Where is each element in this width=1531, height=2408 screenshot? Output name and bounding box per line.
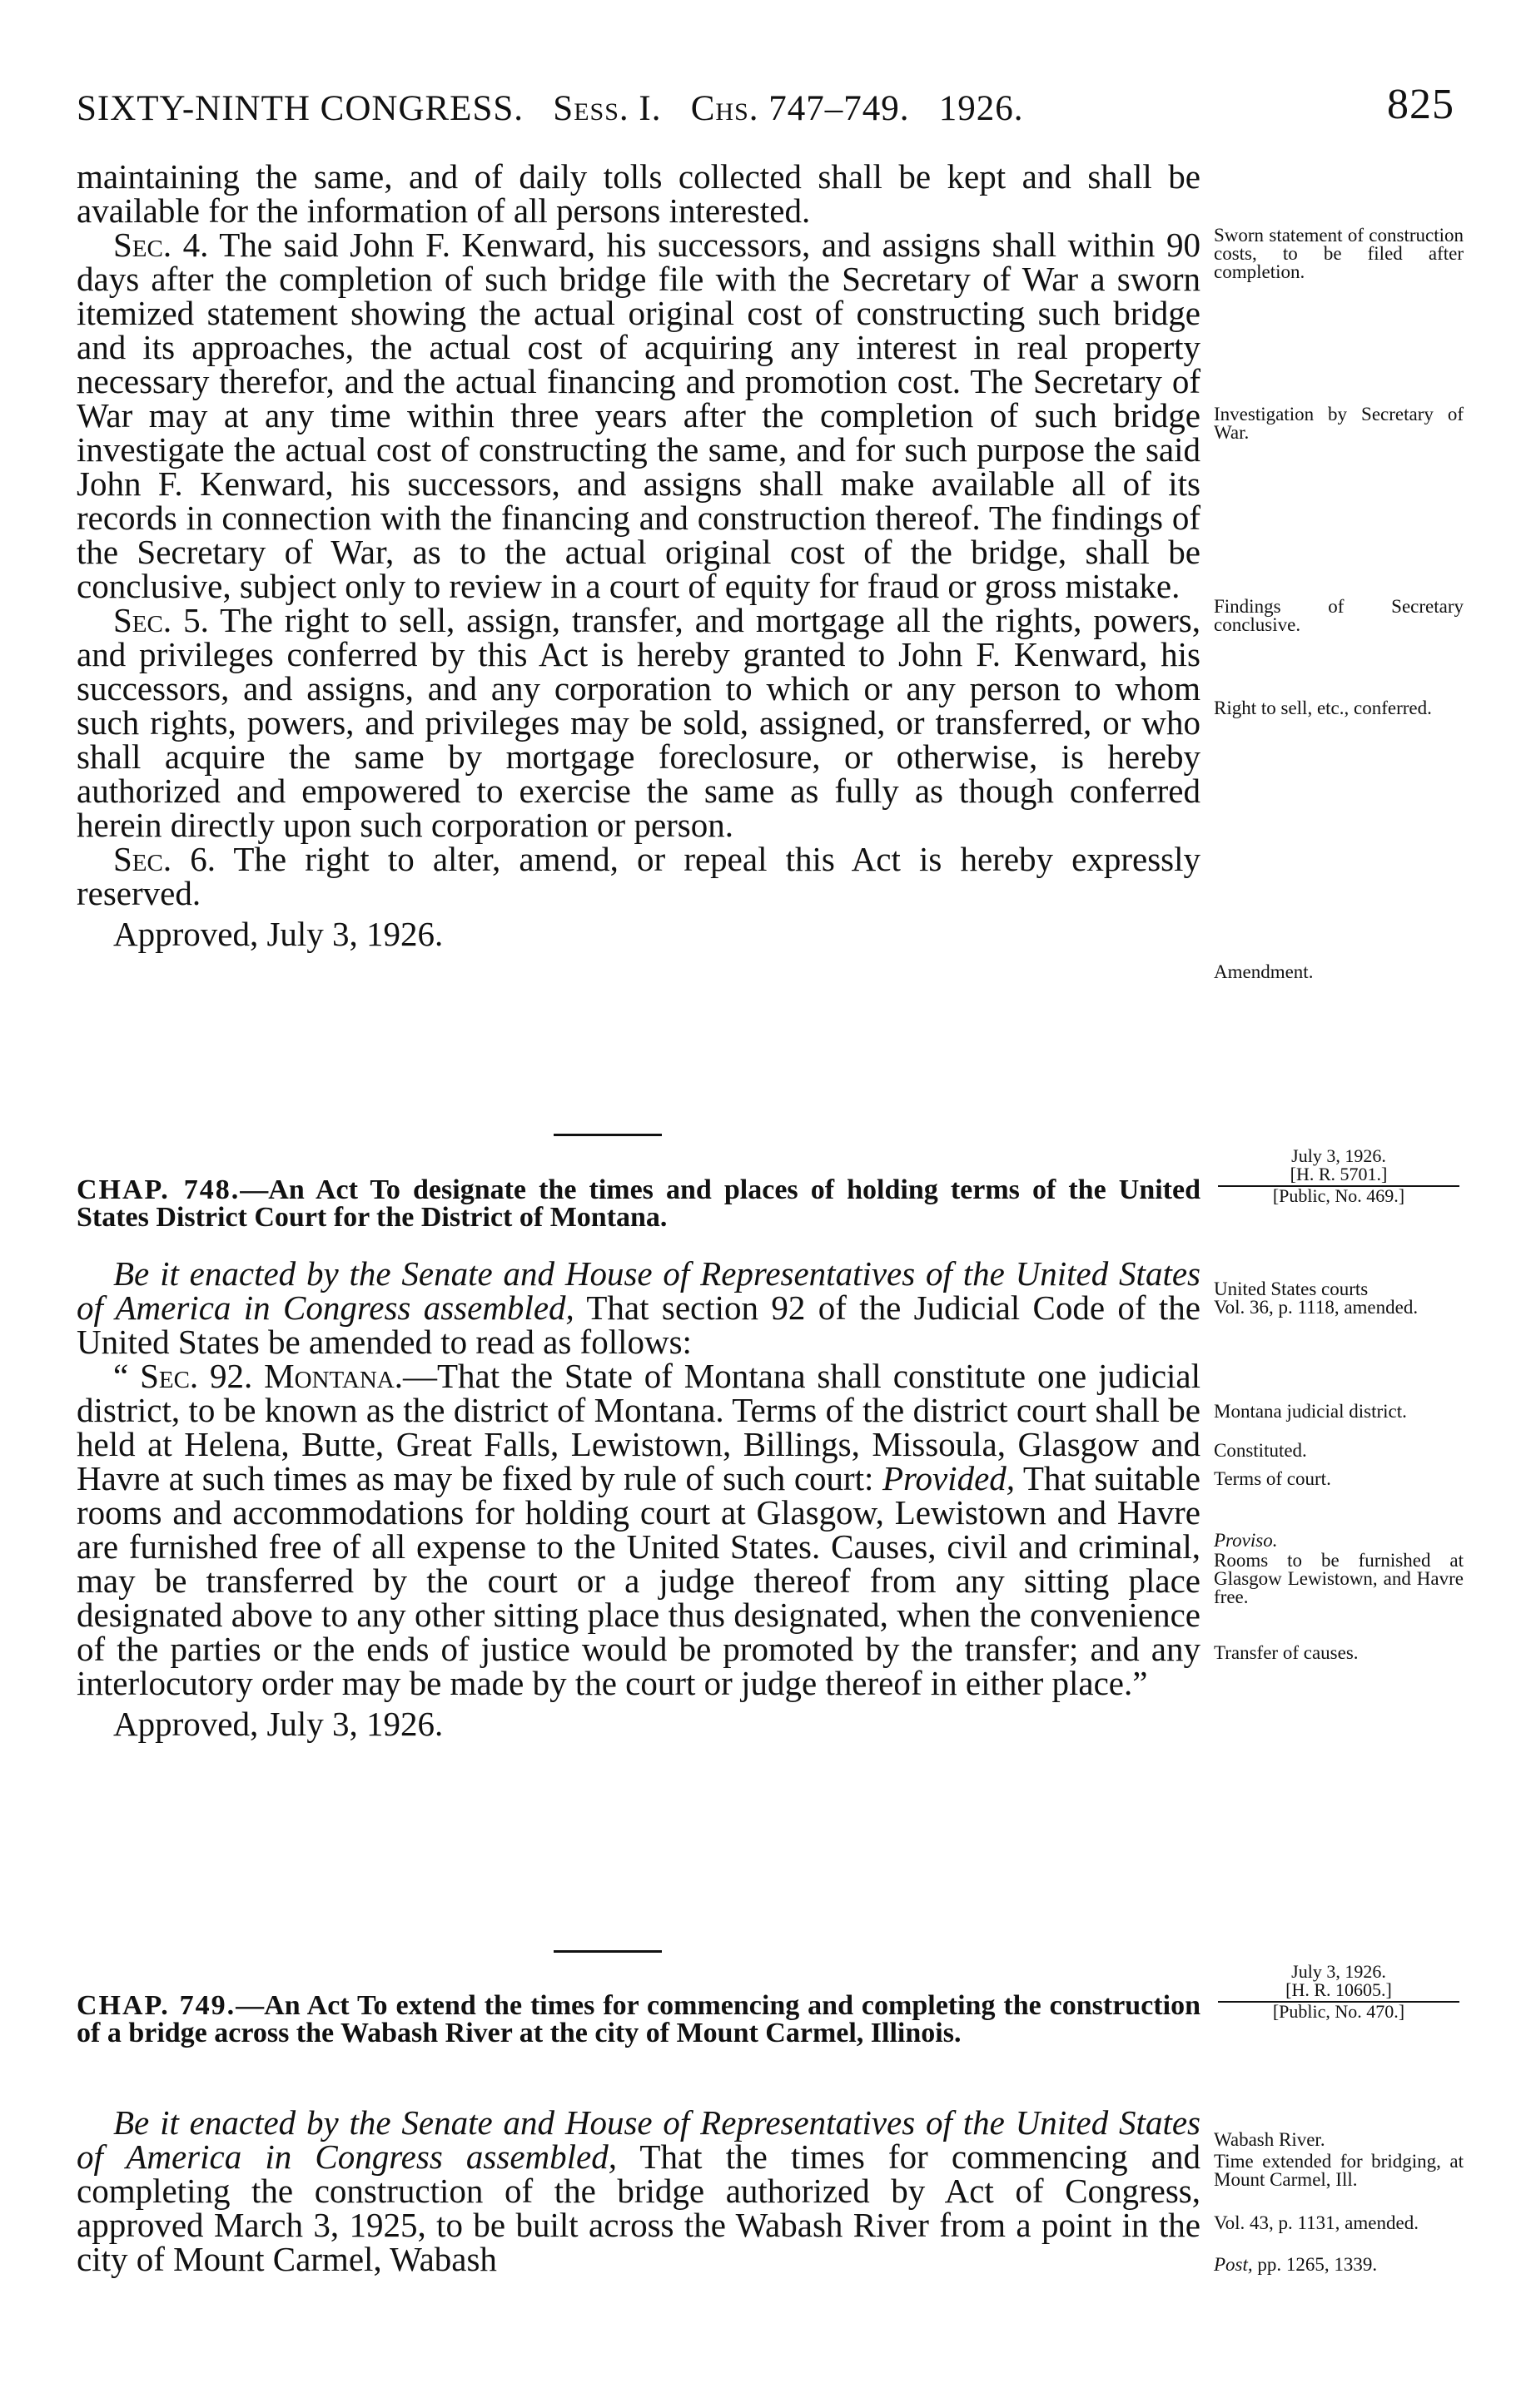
margin-note-courts-a: United States courts <box>1214 1278 1369 1299</box>
chap-748-public-law: [Public, No. 469.] <box>1272 1185 1405 1206</box>
margin-note-post-label: Post, <box>1214 2254 1253 2275</box>
section-92-text-a: —That the State of Montana shall constitute one judicial district, to be known as the district of Montana. Terms of the district court shall be held at Helena, Butte, Great Falls, Lewistown, Billings, Missoula, Glasgow and Havre at such times as may be fixed by rule of such court: <box>77 1357 1200 1497</box>
chap-749-enacting-clause <box>77 2103 1200 2278</box>
chap-748-heading <box>77 1176 1200 1231</box>
chap-747-approved: Approved, July 3, 1926. <box>113 915 444 953</box>
chap-748-enacting-clause <box>77 1254 1200 1361</box>
chap-748-title: —An Act To designate the times and places of holding terms of the United States District Court for the District of Montana. <box>77 1174 1200 1233</box>
chapter-divider-1 <box>554 1134 662 1136</box>
margin-note-sworn-statement: Sworn statement of construction costs, to be filed after completion. <box>1214 225 1464 282</box>
chap-748-label: CHAP. 748. <box>77 1174 241 1205</box>
margin-note-amendment: Amendment. <box>1214 961 1314 982</box>
running-header <box>77 80 1454 135</box>
section-4-text: The said John F. Kenward, his successors, and assigns shall within 90 days after the completion of such bridge file with the Secretary of War a sworn itemized statement showing the actual original cost of constructing such bridge and its approaches, the actual cost of acquiring any interest in real property necessary therefor, and the actual financing and promotion cost. The Secretary of War may at any time within three years after the completion of such bridge investigate the actual cost of constructing the same, and for such purpose the said John F. Kenward, his successors, and assigns shall make available all of its records in connection with the financing and construction thereof. The findings of the Secretary of War, as to the actual original cost of the bridge, shall be conclusive, subject only to review in a court of equity for fraud or gross mistake. <box>77 226 1200 605</box>
chap-748-enacting-rest: That section 92 of the Judicial Code of the United States be amended to read as follows: <box>77 1288 1200 1361</box>
chap-748-body <box>77 1254 1201 1743</box>
margin-note-constituted: Constituted. <box>1214 1440 1307 1461</box>
chap-748-approved: Approved, July 3, 1926. <box>113 1705 444 1743</box>
chap-748-enacting-italic: Be it enacted by the Senate and House of Representatives of the United States of America in Congress assembled, <box>77 1254 1200 1327</box>
section-92-text-b: That suitable rooms and accommodations for holding court at Glasgow, Lewistown and Havre are furnished free of all expense to the United States. Causes, civil and criminal, may be transferred by the court or a judge thereof from any sitting place designated above to any other sitting place thus designated, when the convenience of the parties or the ends of justice would be promoted by the transfer; and any interlocutory order may be made by the court or judge thereof in either place.” <box>77 1459 1201 1702</box>
chap-749-date: July 3, 1926. <box>1291 1961 1386 1982</box>
chapter-divider-2 <box>554 1950 662 1953</box>
chap-749-heading <box>77 1992 1200 2047</box>
margin-note-wabash: Wabash River. <box>1214 2129 1325 2150</box>
margin-note-transfer: Transfer of causes. <box>1214 1642 1359 1663</box>
margin-note-proviso <box>1214 1532 1464 1550</box>
chap-749-bill: [H. R. 10605.] <box>1285 1979 1392 2000</box>
margin-note-investigation: Investigation by Secretary of War. <box>1214 404 1464 443</box>
margin-note-time-extended: Time extended for bridging, at Mount Carmel, Ill. <box>1214 2151 1464 2190</box>
chap-748-bill: [H. R. 5701.] <box>1290 1164 1388 1184</box>
section-5-text: The right to sell, assign, transfer, and mortgage all the rights, powers, and privileges conferred by this Act is hereby granted to John F. Kenward, his successors, and assigns, and any corporation to which or any person to whom such rights, powers, and privileges may be sold, assigned, or transferred, or who shall acquire the same by mortgage foreclosure, or otherwise, is hereby authorized and empowered to exercise the same as fully as though conferred herein directly upon such corporation or person. <box>77 601 1200 844</box>
header-year: 1926. <box>938 89 1024 128</box>
header-congress: SIXTY-NINTH CONGRESS. <box>77 89 524 128</box>
chap-748-reference <box>1214 1147 1464 1205</box>
header-chapters: Chs. 747–749. <box>690 89 910 128</box>
margin-note-findings: Findings of Secretary conclusive. <box>1214 596 1464 635</box>
margin-note-vol-43: Vol. 43, p. 1131, amended. <box>1214 2212 1419 2233</box>
chap-749-body <box>77 2103 1200 2278</box>
margin-note-rooms: Rooms to be furnished at Glasgow Lewistown, and Havre free. <box>1214 1550 1464 1607</box>
chap-749-public-law: [Public, No. 470.] <box>1272 2001 1405 2022</box>
margin-note-terms: Terms of court. <box>1214 1468 1331 1489</box>
page-number: 825 <box>1387 81 1454 128</box>
section-6-label: Sec. 6. <box>113 840 216 878</box>
section-4 <box>77 228 1200 603</box>
chap-749-reference <box>1214 1963 1464 2021</box>
header-session: Sess. I. <box>553 89 662 128</box>
chap-747-para-1: maintaining the same, and of daily tolls collected shall be kept and shall be available for the information of all persons interested. <box>77 157 1200 230</box>
chap-748-date: July 3, 1926. <box>1291 1145 1386 1166</box>
chap-749-title: —An Act To extend the times for commencing and completing the construction of a bridge across the Wabash River at the city of Mount Carmel, Illinois. <box>77 1990 1200 2048</box>
margin-note-courts <box>1214 1280 1464 1317</box>
chap-749-enacting-italic: Be it enacted by the Senate and House of Representatives of the United States of America in Congress assembled, <box>77 2103 1200 2176</box>
chap-749-enacting-rest: That the times for commencing and completing the construction of the bridge authorized by Act of Congress, approved March 3, 1925, to be built across the Wabash River from a point in the city of Mount Carmel, Wabash <box>77 2137 1200 2278</box>
margin-note-post-pages: pp. 1265, 1339. <box>1257 2254 1378 2275</box>
margin-note-post <box>1214 2256 1464 2274</box>
section-6 <box>77 842 1200 911</box>
section-5-label: Sec. 5. <box>113 601 209 639</box>
margin-note-montana-district: Montana judicial district. <box>1214 1401 1407 1422</box>
margin-note-proviso-label: Proviso. <box>1214 1530 1278 1551</box>
margin-note-courts-b: Vol. 36, p. 1118, amended. <box>1214 1297 1419 1318</box>
section-6-text: The right to alter, amend, or repeal this Act is hereby expressly reserved. <box>77 840 1200 912</box>
section-5 <box>77 603 1200 842</box>
chap-749-label: CHAP. 749. <box>77 1990 236 2021</box>
header-title <box>77 88 1024 129</box>
section-4-label: Sec. 4. <box>113 226 209 264</box>
section-92-label: “ Sec. 92. Montana. <box>113 1357 403 1395</box>
chap-747-body <box>77 157 1200 953</box>
margin-note-right-to-sell: Right to sell, etc., conferred. <box>1214 698 1432 718</box>
section-92 <box>77 1359 1200 1700</box>
proviso-word: Provided, <box>882 1459 1016 1497</box>
